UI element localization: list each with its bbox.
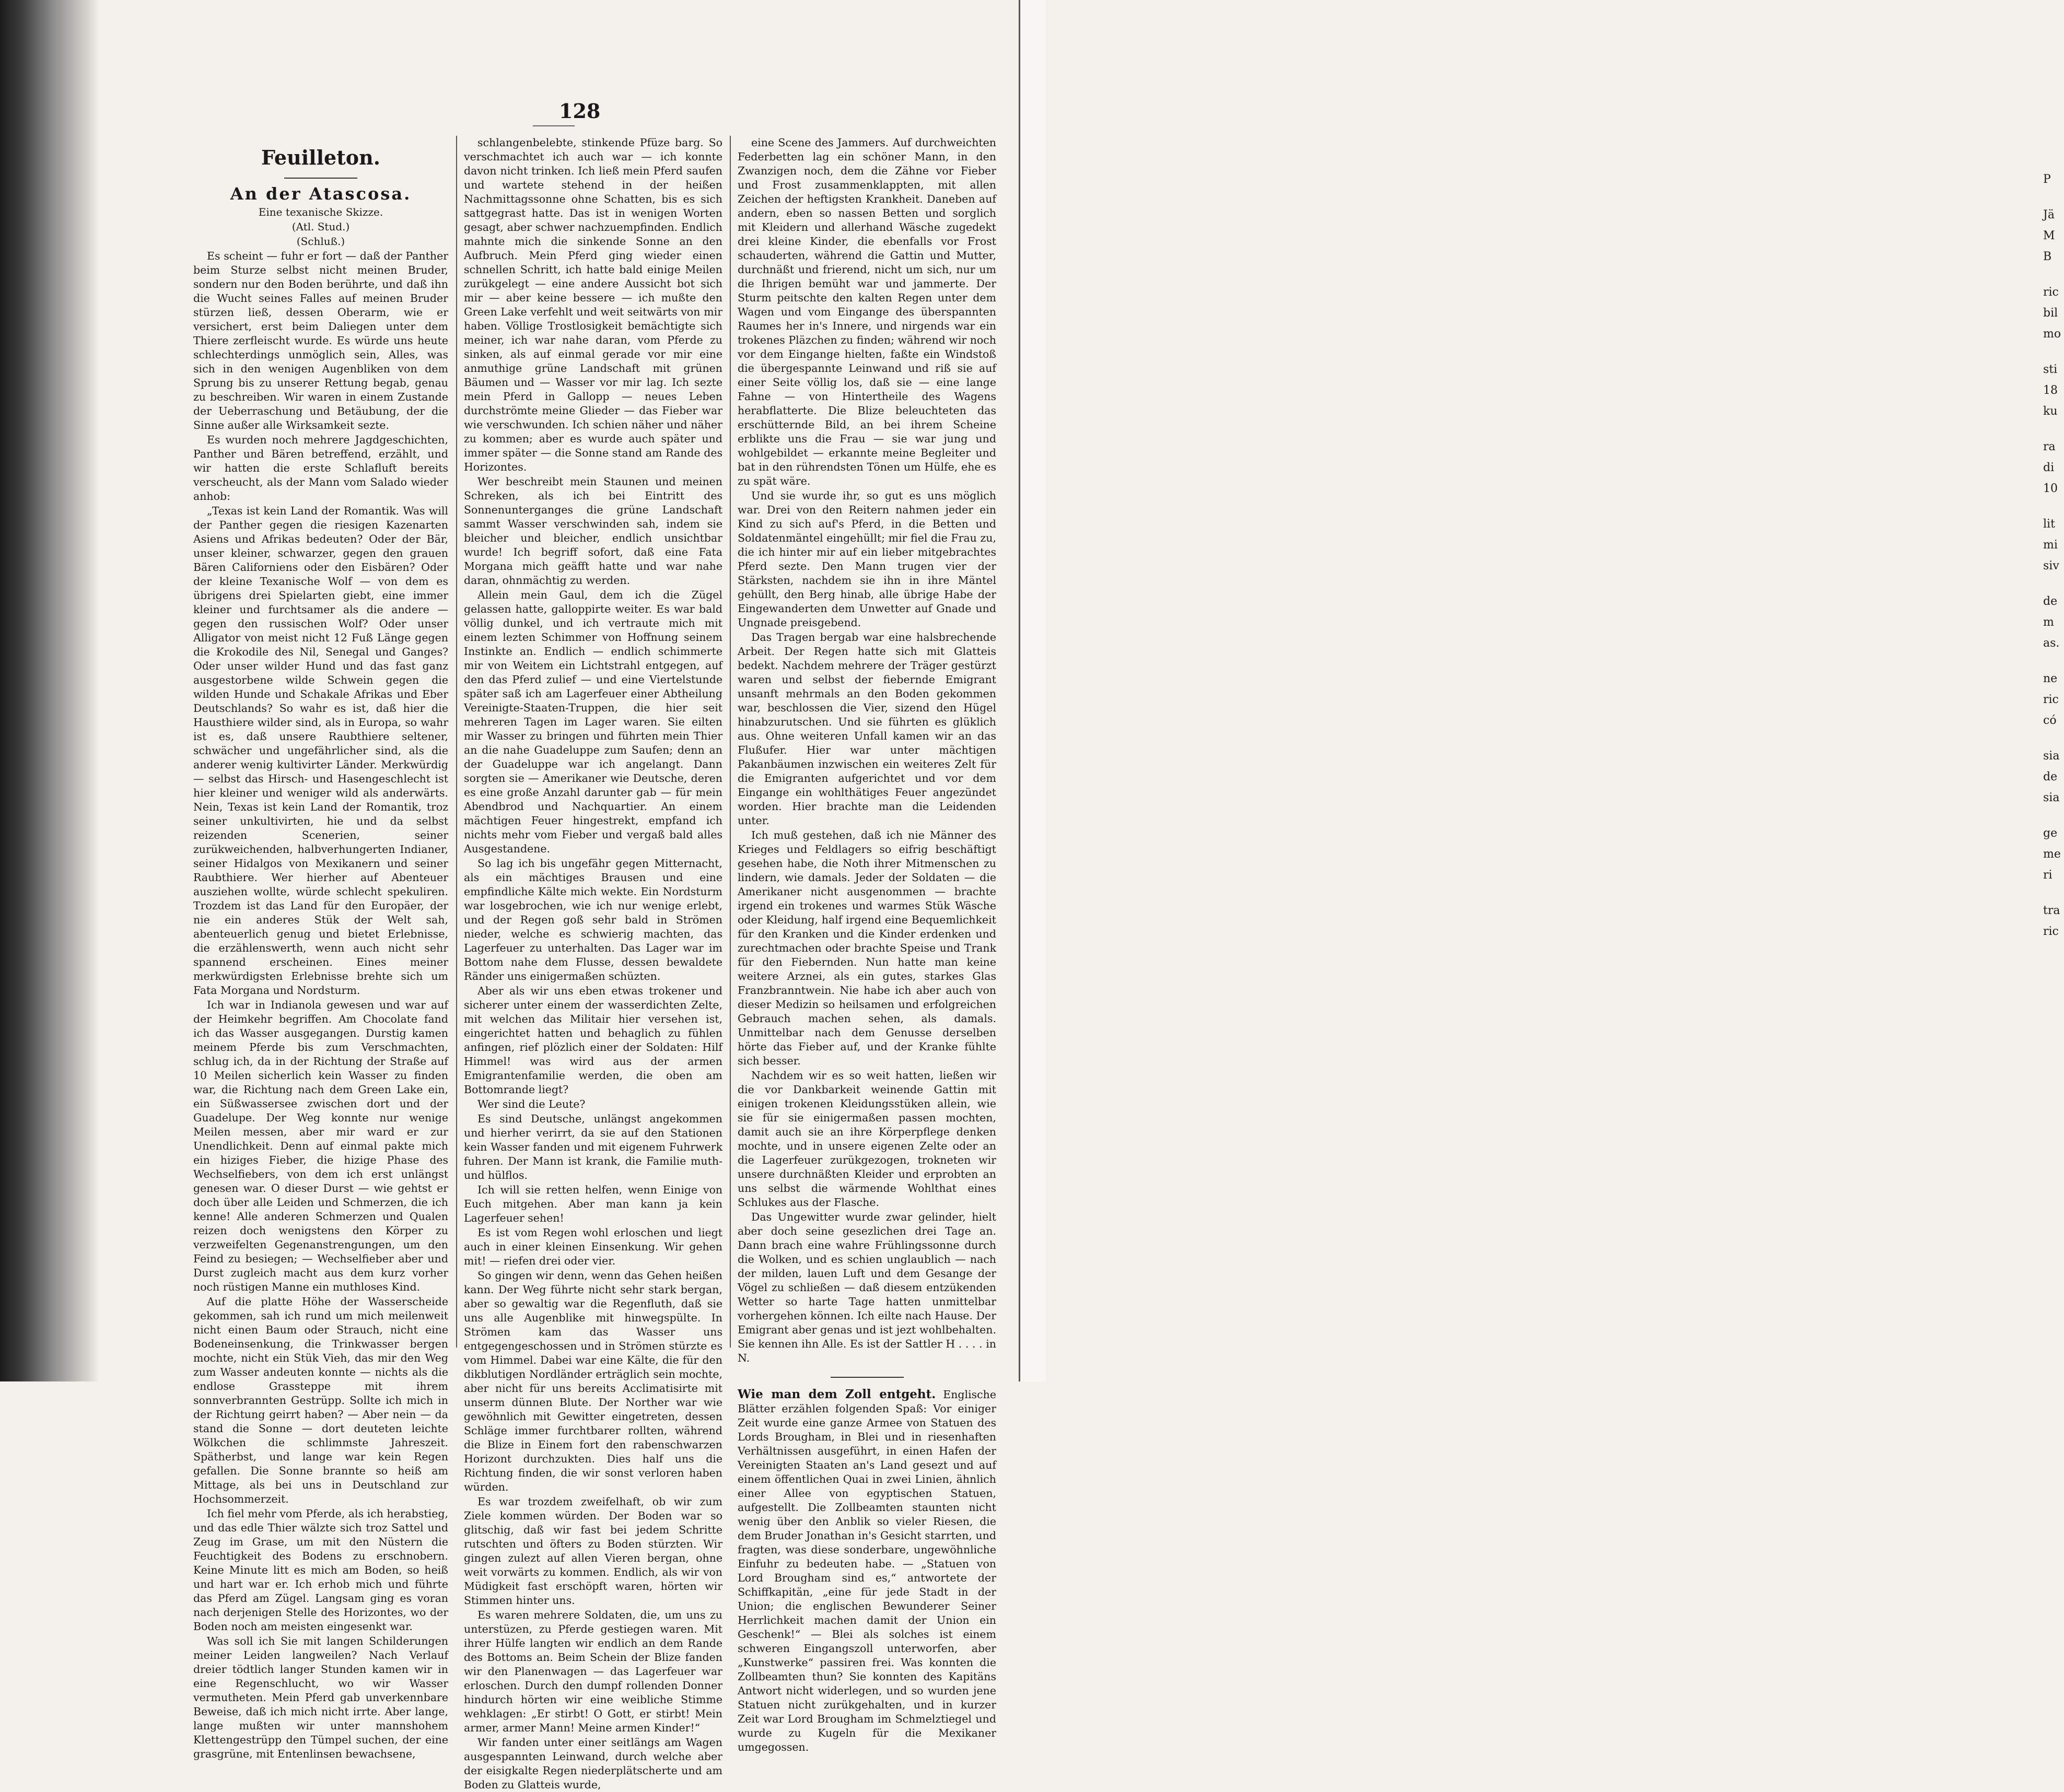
edge-fragment: ku: [2043, 405, 2058, 418]
page-number-rule-left: [533, 125, 575, 126]
edge-fragment: B: [2043, 250, 2052, 263]
article-continuation: (Schluß.): [296, 235, 345, 248]
paragraph: Ich fiel mehr vom Pferde, als ich herabstieg, und das edle Thier wälzte sich troz Sattel und Zeug im Grase, um mit den Nüstern die Feuchtigkeit des Bodens zu erschnobern. Keine Minute litt es mich am Boden, so heiß und hart war er. Ich erhob mich und führte das Pferd am Zügel. Langsam ging es voran nach derjenigen Stelle des Horizontes, wo der Boden noch am meisten eingesenkt war.: [193, 1507, 448, 1633]
column-1: [193, 136, 448, 1760]
edge-fragment: de: [2043, 770, 2058, 783]
column-2: [464, 136, 722, 1791]
edge-fragment: sti: [2043, 363, 2058, 376]
paragraph: So gingen wir denn, wenn das Gehen heißen kann. Der Weg führte nicht sehr stark bergan, aber so gewaltig war die Regenfluth, daß sie uns alle Augenblike mit hinwegspülte. In Strömen kam das Wasser uns entgegengeschossen und in Strömen stürzte es vom Himmel. Dabei war eine Kälte, die für den dikblutigen Nordländer erträglich sein mochte, aber nicht für uns bereits Acclimatisirte mit unserm dünnen Blute. Der Norther war wie gewöhnlich mit Gewitter eingetreten, dessen Schläge immer furchtbarer rollten, während die Blize in Einem fort den rabenschwarzen Horizont durchzukten. Dies half uns die Richtung finden, die wir sonst verloren haben würden.: [464, 1269, 722, 1493]
article-divider: [831, 1377, 904, 1378]
paragraph: Wer sind die Leute?: [477, 1098, 586, 1110]
edge-fragment: ne: [2043, 672, 2058, 685]
paragraph: Das Tragen bergab war eine halsbrechende Arbeit. Der Regen hatte sich mit Glatteis bedekt. Nachdem mehrere der Träger gestürzt waren und selbst der fiebernde Emigrant unsanft mehrmals an den Boden gekommen war, beschlossen die Vier, sizend den Hügel hinabzurutschen. Und sie führten es glüklich aus. Ohne weiteren Unfall kamen wir an das Flußufer. Hier war unter mächtigen Pakanbäumen inzwischen ein weiteres Zelt für die Emigranten aufgerichtet und vor dem Eingange ein wohlthätiges Feuer angezündet worden. Hier brachte man die Leidenden unter.: [738, 631, 996, 827]
paragraph: eine Scene des Jammers. Auf durchweichten Federbetten lag ein schöner Mann, in den Zwanzigen noch, dem die Zähne vor Fieber und Frost zusammenklappten, mit allen Zeichen der heftigsten Krankheit. Daneben auf andern, eben so nassen Betten und sorglich mit Kleidern und allerhand Wäsche zugedekt drei kleine Kinder, die ebenfalls vor Frost schauderten, während die Gattin und Mutter, durchnäßt und frierend, nicht um sich, nur um die Ihrigen bemüht war und jammerte. Der Sturm peitschte den kalten Regen unter dem Wagen und vom Eingange des überspannten Raumes her in's Innere, und nirgends war ein trokenes Pläzchen zu finden; während wir noch vor dem Eingange hielten, faßte ein Windstoß die übergespannte Leinwand und riß sie auf einer Seite völlig los, daß sie — eine lange Fahne — von Hintertheile des Wagens herabflatterte. Die Blize beleuchteten das erschütternde Bild, an bei ihrem Scheine erblikte uns die Frau — sie war jung und wohlgebildet — erkannte meine Begleiter und bat in den rührendsten Tönen um Hülfe, ehe es zu spät wäre.: [738, 136, 996, 487]
edge-fragment: de: [2043, 595, 2058, 608]
paragraph: Und sie wurde ihr, so gut es uns möglich war. Drei von den Reitern nahmen jeder ein Kind zu sich auf's Pferd, in die Betten und Soldatenmäntel eingehüllt; mir fiel die Frau zu, die ich hinter mir auf ein lieber mitgebrachtes Pferd sezte. Den Mann trugen vier der Stärksten, nachdem sie ihn in ihre Mäntel gehüllt, den Berg hinab, alle übrige Habe der Eingewanderten dem Unwetter auf Gnade und Ungnade preisgebend.: [738, 489, 996, 629]
paragraph: So lag ich bis ungefähr gegen Mitternacht, als ein mächtiges Brausen und eine empfindliche Kälte mich wekte. Ein Nordsturm war losgebrochen, wie ich nur wenige erlebt, und der Regen goß sehr bald in Strömen nieder, welche es schwierig machten, das Lagerfeuer zu unterhalten. Das Lager war im Bottom nahe dem Flusse, dessen bewaldete Ränder uns einigermaßen schüzten.: [464, 857, 722, 982]
paragraph: Auf die platte Höhe der Wasserscheide gekommen, sah ich rund um mich meilenweit nicht einen Baum oder Strauch, nicht eine Bodeneinsenkung, die Trinkwasser bergen mochte, nicht ein Stük Vieh, das mir den Weg zum Wasser andeuten konnte — nichts als die endlose Grassteppe mit ihrem sonnverbrannten Gestrüpp. Sollte ich mich in der Richtung geirrt haben? — Aber nein — da stand die Sonne — dort deuteten leichte Wölkchen die schlimmste Jahreszeit. Spätherbst, und lange war kein Regen gefallen. Die Sonne brannte so heiß am Mittage, als bei uns in Deutschland zur Hochsommerzeit.: [193, 1295, 448, 1505]
edge-fragment: tra: [2043, 904, 2060, 917]
paragraph: Es war trozdem zweifelhaft, ob wir zum Ziele kommen würden. Der Boden war so glitschig, daß wir fast bei jedem Schritte rutschten und öfters zu Boden stürzten. Wir gingen zulezt auf allen Vieren bergan, ohne weit vorwärts zu kommen. Endlich, als wir von Müdigkeit fast erschöpft waren, hörten wir Stimmen hinter uns.: [464, 1495, 722, 1607]
edge-fragment: 18: [2043, 384, 2058, 397]
edge-fragment: ric: [2043, 286, 2059, 299]
article-source: (Atl. Stud.): [291, 220, 350, 233]
paragraph: Es sind Deutsche, unlängst angekommen und hierher verirrt, da sie auf den Stationen kein Wasser fanden und mit eigenem Fuhrwerk fuhren. Der Mann ist krank, die Familie muth- und hülflos.: [464, 1112, 722, 1181]
edge-fragment: 10: [2043, 482, 2058, 495]
paragraph: Es scheint — fuhr er fort — daß der Panther beim Sturze selbst nicht meinen Bruder, sondern nur den Boden berührte, und daß ihn die Wucht seines Falles auf meinen Bruder stürzen ließ, dessen Oberarm, wie er versichert, erst beim Daliegen unter dem Thiere zerfleischt wurde. Es würde uns heute schlechterdings unmöglich sein, Alles, was sich in den wenigen Augenbliken von dem Sprung bis zu unserer Rettung begab, genau zu beschreiben. Wir waren in einem Zustande der Ueberraschung und Betäubung, der die Sinne außer alle Wirksamkeit sezte.: [193, 250, 448, 431]
edge-fragment: siv: [2043, 559, 2059, 572]
paragraph: Ich war in Indianola gewesen und war auf der Heimkehr begriffen. Am Chocolate fand ich das Wasser ausgegangen. Durstig kamen meinem Pferde bis zum Verschmachten, schlug ich, da in der Richtung der Straße auf 10 Meilen sicherlich kein Wasser zu finden war, die Richtung nach dem Green Lake ein, ein Süßwassersee zwischen dort und der Guadelupe. Der Weg konnte nur wenige Meilen messen, aber mir ward er zur Unendlichkeit. Denn auf einmal pakte mich ein hiziges Fieber, die hizige Phase des Wechselfiebers, von dem ich erst unlängst genesen war. O dieser Durst — wie gehtst er doch über alle Leiden und Schmerzen, die ich kenne! Alle anderen Schmerzen und Qualen reizen doch wenigstens den Körper zu verzweifelten Gegenanstrengungen, um den Feind zu besiegen; — Wechselfieber aber und Durst zugleich macht aus dem kurz vorher noch rüstigen Manne ein muthloses Kind.: [193, 999, 448, 1293]
article-title: An der Atascosa.: [230, 184, 412, 204]
edge-fragment: ric: [2043, 925, 2059, 938]
scan-left-edge: [0, 0, 99, 1381]
paragraph: Nachdem wir es so weit hatten, ließen wir die vor Dankbarkeit weinende Gattin mit einigen trokenen Kleidungsstüken allein, wie sie für sie einigermaßen passen mochten, damit auch sie an ihre Körperpflege denken mochte, und in unsere eigenen Zelte oder an die Lagerfeuer zurükgezogen, trokneten wir unsere durchnäßten Kleider und erprobten an uns selbst die wärmende Wohlthat eines Schlukes aus der Flasche.: [738, 1069, 996, 1209]
paragraph: schlangenbelebte, stinkende Pfüze barg. So verschmachtet ich auch war — ich konnte davon nicht trinken. Ich ließ mein Pferd saufen und wartete stehend in der heißen Nachmittagssonne ohne Schatten, bis es sich sattgegrast hatte. Das ist in wenigen Worten gesagt, aber schwer nachzuempfinden. Endlich mahnte mich die sinkende Sonne an den Aufbruch. Mein Pferd ging wieder einen schnellen Schritt, ich hatte bald einige Meilen zurükgelegt — eine andere Aussicht bot sich mir — aber keine bessere — ich mußte den Green Lake verfehlt und weit seitwärts von mir haben. Völlige Trostlosigkeit bemächtigte sich meiner, ich war nahe daran, vom Pferde zu sinken, als auf einmal gerade vor mir eine anmuthige grüne Landschaft mit grünen Bäumen und — Wasser vor mir lag. Ich sezte mein Pferd in Gallopp — neues Leben durchströmte meine Glieder — das Fieber war wie verschwunden. Ich schien näher und näher zu kommen; aber es wurde auch später und immer später — die Sonne stand am Rande des Horizontes.: [464, 136, 722, 473]
edge-fragment: Jä: [2043, 208, 2055, 221]
edge-fragment: me: [2043, 848, 2061, 861]
edge-fragment: ri: [2043, 869, 2053, 882]
paragraph: Aber als wir uns eben etwas trokener und sicherer unter einem der wasserdichten Zelte, mit welchen das Militair hier versehen ist, eingerichtet hatten und behaglich zu fühlen anfingen, rief plözlich einer der Soldaten: Hilf Himmel! was wird aus der armen Emigrantenfamilie werden, die oben am Bottomrande liegt?: [464, 985, 722, 1096]
edge-fragment: ge: [2043, 827, 2058, 840]
zoll-text: Englische Blätter erzählen folgenden Spaß: Vor einiger Zeit wurde eine ganze Armee von Statuen des Lords Brougham, in Blei und in riesenhaften Verhältnissen ausgeführt, in einen Hafen der Vereinigten Staaten an's Land gesezt und auf einem öffentlichen Quai in zwei Linien, ähnlich einer Allee von egyptischen Statuen, aufgestellt. Die Zollbeamten staunten nicht wenig über den Anblik so vieler Riesen, die dem Bruder Jonathan in's Gesicht starrten, und fragten, was diese sonderbare, ungewöhnliche Einfuhr zu bedeuten habe. — „Statuen von Lord Brougham sind es,“ antwortete der Schiffkapitän, „eine für jede Stadt in der Union; die englischen Bewunderer Seiner Herrlichkeit machen damit der Union ein Geschenk!“ — Blei als solches ist einem schweren Eingangszoll unterworfen, aber „Kunstwerke“ passiren frei. Was konnten die Zollbeamten thun? Sie konnten des Kapitäns Antwort nicht widerlegen, und so wurden jene Statuen nicht zurükgehalten, und in kurzer Zeit war Lord Brougham im Schmelztiegel und wurde zu Kugeln für die Mexikaner umgegossen.: [738, 1388, 996, 1753]
adjacent-page-fragments: [2043, 172, 2064, 1217]
edge-fragment: di: [2043, 461, 2055, 474]
paragraph: Es ist vom Regen wohl erloschen und liegt auch in einer kleinen Einsenkung. Wir gehen mit! — riefen drei oder vier.: [464, 1226, 722, 1267]
edge-fragment: bil: [2043, 307, 2058, 320]
edge-fragment: mo: [2043, 327, 2061, 341]
section-title: Feuilleton.: [261, 146, 380, 169]
edge-fragment: mi: [2043, 538, 2058, 552]
zoll-article: [738, 1387, 996, 1754]
page-number: 128: [559, 99, 601, 123]
paragraph: Es waren mehrere Soldaten, die, um uns zu unterstüzen, zu Pferde gestiegen waren. Mit ihrer Hülfe langten wir endlich an dem Rande des Bottoms an. Beim Schein der Blize fanden wir den Planenwagen — das Lagerfeuer war erloschen. Durch den dumpf rollenden Donner hindurch hörten wir eine weibliche Stimme wehklagen: „Er stirbt! O Gott, er stirbt! Mein armer, armer Mann! Meine armen Kinder!“: [464, 1609, 722, 1734]
paragraph: Allein mein Gaul, dem ich die Zügel gelassen hatte, galloppirte weiter. Es war bald völlig dunkel, und ich vertraute mich mit einem lezten Schimmer von Hoffnung seinem Instinkte an. Endlich — endlich schimmerte mir von Weitem ein Lichtstrahl entgegen, auf den das Pferd zulief — und eine Viertelstunde später saß ich am Lagerfeuer einer Abtheilung Vereinigte-Staaten-Truppen, die hier seit mehreren Tagen im Lager waren. Sie eilten mir Wasser zu bringen und führten mein Thier an die nahe Guadeluppe zum Saufen; denn an der Guadeluppe war ich angelangt. Dann sorgten sie — Amerikaner wie Deutsche, deren es eine große Anzahl darunter gab — für mein Abendbrod und Nachquartier. An einem mächtigen Feuer hingestrekt, empfand ich nichts mehr vom Fieber und vergaß bald alles Ausgestandene.: [464, 589, 722, 855]
edge-fragment: sia: [2043, 791, 2060, 804]
edge-fragment: P: [2043, 173, 2051, 186]
adjacent-page-edge: [1019, 0, 2061, 1381]
edge-fragment: có: [2043, 714, 2057, 727]
zoll-headline: Wie man dem Zoll entgeht.: [738, 1387, 936, 1401]
edge-fragment: M: [2043, 229, 2055, 242]
column-separator-2: [730, 136, 731, 1348]
column-separator-1: [456, 136, 457, 1348]
paragraph: Was soll ich Sie mit langen Schilderungen meiner Leiden langweilen? Nach Verlauf dreier tödtlich langer Stunden kamen wir in eine Regenschlucht, wo wir Wasser vermutheten. Mein Pferd gab unverkennbare Beweise, daß ich mich nicht irrte. Aber lange, lange mußten wir unter mannshohem Klettengestrüpp den Tümpel suchen, der eine grasgrüne, mit Entenlinsen bewachsene,: [193, 1635, 448, 1760]
section-divider: [284, 178, 357, 179]
paragraph: Wer beschreibt mein Staunen und meinen Schreken, als ich bei Eintritt des Sonnenunterganges die grüne Landschaft sammt Wasser verschwinden sah, indem sie bleicher und bleicher, endlich unsichtbar wurde! Ich begriff sofort, daß eine Fata Morgana mich geäfft hatte und war nahe daran, ohnmächtig zu werden.: [464, 475, 722, 587]
edge-fragment: ric: [2043, 693, 2059, 706]
paragraph: Das Ungewitter wurde zwar gelinder, hielt aber doch seine gesezlichen drei Tage an. Dann brach eine wahre Frühlingssonne durch die Wolken, und es schien unglaublich — nach der milden, lauen Luft und dem Gesange der Vögel zu schließen — daß diesem entzükenden Wetter so harte Tage hatten unmittelbar vorhergehen können. Ich eilte nach Hause. Der Emigrant aber genas und ist jezt wohlbehalten. Sie kennen ihn Alle. Es ist der Sattler H . . . . in N.: [738, 1211, 996, 1364]
edge-fragment: as.: [2043, 637, 2060, 650]
paragraph: Es wurden noch mehrere Jagdgeschichten, Panther und Bären betreffend, erzählt, und wir hatten die erste Schlafluft bereits verscheucht, als der Mann vom Salado wieder anhob:: [193, 434, 448, 502]
paragraph: „Texas ist kein Land der Romantik. Was will der Panther gegen die riesigen Kazenarten Asiens und Afrikas bedeuten? Oder der Bär, unser kleiner, schwarzer, gegen den grauen Bären Californiens oder den Eisbären? Oder der kleine Texanische Wolf — von dem es übrigens drei Spielarten giebt, eine immer kleiner und furchtsamer als die andere — gegen den russischen Wolf? Oder unser Alligator von meist nicht 12 Fuß Länge gegen die Krokodile des Nil, Senegal und Ganges? Oder unser wilder Hund und das fast ganz ausgestorbene wilde Schwein gegen die wilden Hunde und Schakale Afrikas und Eber Deutschlands? So wahr es ist, daß hier die Hausthiere wilder sind, als in Europa, so wahr ist es, daß unsere Raubthiere seltener, schwächer und ungefährlicher sind, als die anderer wenig kultivirter Länder. Merkwürdig — selbst das Hirsch- und Hasengeschlecht ist hier kleiner und weniger wild als anderwärts. Nein, Texas ist kein Land der Romantik, troz seiner unkultivirten, hie und da selbst reizenden Scenerien, seiner zurükweichenden, halbverhungerten Indianer, seiner Hidalgos von Mexikanern und seiner Raubthiere. Wer hierher auf Abenteuer ausziehen wollte, würde schlecht spekuliren. Trozdem ist das Land für den Europäer, der nie ein anderes Stük der Welt sah, abenteuerlich genug und bietet Erlebnisse, die erzählenswerth, wenn auch nicht sehr spannend erscheinen. Eines meiner merkwürdigsten Erlebnisse brehte sich um Fata Morgana und Nordsturm.: [193, 505, 448, 997]
column-3: [738, 136, 996, 1753]
paragraph: Ich muß gestehen, daß ich nie Männer des Krieges und Feldlagers so eifrig beschäftigt gesehen habe, die Noth ihrer Mitmenschen zu lindern, wie damals. Jeder der Soldaten — die Amerikaner nicht ausgenommen — brachte irgend ein trokenes und warmes Stük Wäsche oder Kleidung, half irgend eine Bequemlichkeit für den Kranken und die Kinder erdenken und zurechtmachen oder brachte Speise und Trank für den Fiebernden. Nun hatte man keine weitere Arznei, als ein gutes, starkes Glas Franzbranntwein. Nie habe ich aber auch von dieser Medizin so heilsamen und erfolgreichen Gebrauch machen sehen, als damals. Unmittelbar nach dem Genusse derselben hörte das Fieber auf, und der Kranke fühlte sich besser.: [738, 829, 996, 1067]
paragraph: Ich will sie retten helfen, wenn Einige von Euch mitgehen. Aber man kann ja kein Lagerfeuer sehen!: [464, 1184, 722, 1224]
edge-fragment: m: [2043, 616, 2054, 629]
edge-fragment: ra: [2043, 440, 2056, 453]
article-subtitle: Eine texanische Skizze.: [258, 206, 383, 218]
edge-fragment: lit: [2043, 518, 2055, 531]
edge-fragment: sia: [2043, 749, 2060, 763]
newspaper-page: [104, 89, 1016, 1791]
paragraph: Wir fanden unter einer seitlängs am Wagen ausgespannten Leinwand, durch welche aber der eisigkalte Regen niederplätscherte und am Boden zu Glatteis wurde,: [464, 1736, 722, 1791]
